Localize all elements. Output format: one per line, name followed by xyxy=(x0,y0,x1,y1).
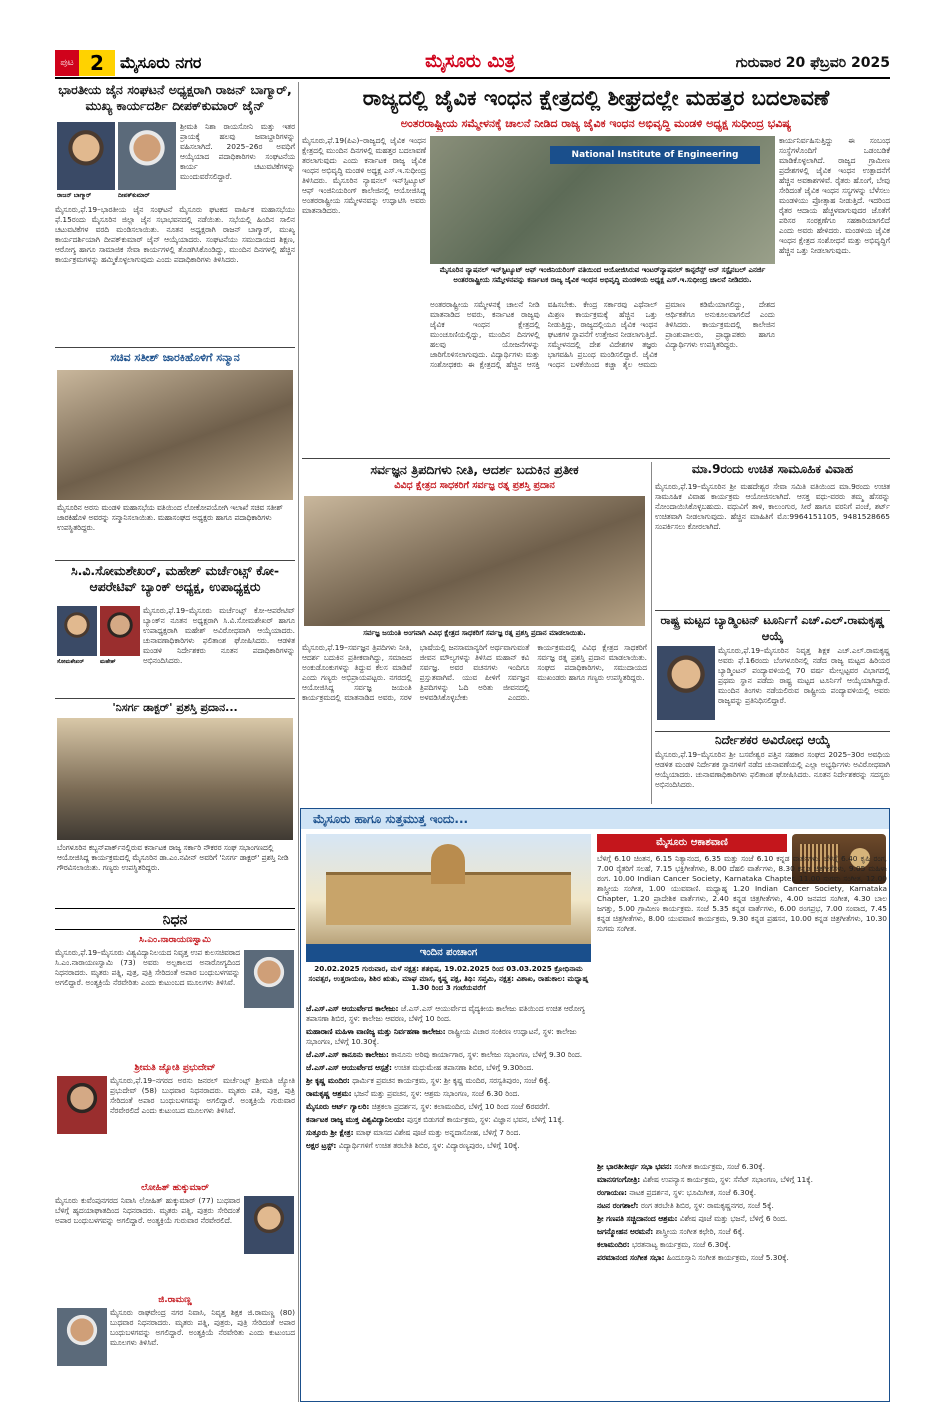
portrait-deepak xyxy=(118,122,176,190)
event-item: ಜೆ.ಎಸ್.ಎಸ್ ಕಾನೂನು ಕಾಲೇಜು: ಕಾನೂನು ಅರಿವು ಕಾರ್ಯಾಗಾರ, ಸ್ಥಳ: ಕಾಲೇಜು ಸಭಾಂಗಣ, ಬೆಳಿಗ್ಗೆ 9.30 ರಿಂದ. xyxy=(306,1050,583,1059)
caption-sarvajna: ಸರ್ವಜ್ಞ ಜಯಂತಿ ಅಂಗವಾಗಿ ವಿವಿಧ ಕ್ಷೇತ್ರದ ಸಾಧಕರಿಗೆ ಸರ್ವಜ್ಞ ರತ್ನ ಪ್ರಶಸ್ತಿ ಪ್ರದಾನ ಮಾಡಲಾಯಿತು. xyxy=(363,629,586,637)
event-item: ಮೈಸೂರು ಆರ್ಟ್ ಗ್ಯಾಲರಿ: ಚಿತ್ರಕಲಾ ಪ್ರದರ್ಶನ, ಸ್ಥಳ: ಕಲಾಮಂದಿರ, ಬೆಳಿಗ್ಗೆ 10 ರಿಂದ ಸಂಜೆ 6ರವರೆಗೆ. xyxy=(306,1102,550,1111)
event-item: ಕಲಾಮಂದಿರ: ಭರತನಾಟ್ಯ ಕಾರ್ಯಕ್ರಮ, ಸಂಜೆ 6.30ಕ್ಕೆ. xyxy=(597,1240,731,1249)
obit-photo-3 xyxy=(244,1196,294,1254)
headline-sarvajna: ಸರ್ವಜ್ಞನ ತ್ರಿಪದಿಗಳು ನೀತಿ, ಆದರ್ಶ ಬದುಕಿನ ಪ್ರತೀಕ xyxy=(370,462,579,477)
headline-mass-marriage: ಮಾ.9ರಂದು ಉಚಿತ ಸಾಮೂಹಿಕ ವಿವಾಹ xyxy=(691,462,854,476)
obit-photo-4 xyxy=(57,1308,107,1366)
obit-name-2: ಶ್ರೀಮತಿ ಜ್ಯೋತಿ ಪ್ರಭುದೇವ್ xyxy=(134,1063,216,1073)
photo-mysore-palace xyxy=(306,834,591,944)
divider xyxy=(55,698,295,699)
lead-photo-caption: ಮೈಸೂರಿನ ನ್ಯಾಷನಲ್ ಇನ್‌ಸ್ಟಿಟ್ಯೂಟ್ ಆಫ್ ಇಂಜಿನಿಯರಿಂಗ್ ವತಿಯಿಂದ ಆಯೋಜಿಸಿರುವ ಇಂಟರ್‌ನ್ಯಾಷನಲ್ ಕಾನ್ಫರೆನ್ಸ್ ಆನ್ ಸಸ್ಟೈನಬಲ್ ಎನರ್ಜಿ ಅಂತರರಾಷ್ಟ್ರೀಯ ಸಮ್ಮೇಳನವನ್ನು ಕರ್ನಾಟಕ ರಾಜ್ಯ ಜೈವಿಕ ಇಂಧನ ಅಭಿವೃದ್ಧಿ ಮಂಡಳಿಯ ಅಧ್ಯಕ್ಷ ಎಸ್.ಇ.ಸುಧೀಂದ್ರ ಚಾಲನೆ ನೀಡಿದರು. xyxy=(439,266,766,284)
portrait-somashekar xyxy=(57,606,97,656)
lead-col1: ಮೈಸೂರು,ಫೆ.19(ಪಿಎ)–ರಾಜ್ಯದಲ್ಲಿ ಜೈವಿಕ ಇಂಧನ ಕ್ಷೇತ್ರದಲ್ಲಿ ಮುಂದಿನ ದಿನಗಳಲ್ಲಿ ಮಹತ್ತರ ಬದಲಾವಣೆ ತರಲಾಗುವುದು ಎಂದು ಕರ್ನಾಟಕ ರಾಜ್ಯ ಜೈವಿಕ ಇಂಧನ ಅಭಿವೃದ್ಧಿ ಮಂಡಳಿ ಅಧ್ಯಕ್ಷ ಎಸ್.ಇ.ಸುಧೀಂದ್ರ ತಿಳಿಸಿದರು. ಮೈಸೂರಿನ ನ್ಯಾಷನಲ್ ಇನ್‌ಸ್ಟಿಟ್ಯೂಟ್ ಆಫ್ ಇಂಜಿನಿಯರಿಂಗ್ ಕಾಲೇಜಿನಲ್ಲಿ ಆಯೋಜಿಸಿದ್ದ ಅಂತರರಾಷ್ಟ್ರೀಯ ಸಮ್ಮೇಳನವನ್ನು ಉದ್ಘಾಟಿಸಿ ಅವರು ಮಾತನಾಡಿದರು. xyxy=(302,136,426,215)
column-rule xyxy=(651,462,652,804)
section-title: ಮೈಸೂರು ನಗರ xyxy=(120,53,202,72)
divider xyxy=(655,731,890,732)
event-item: ರಂಗಾಯಣ: ನಾಟಕ ಪ್ರದರ್ಶನ, ಸ್ಥಳ: ಭೂಮಿಗೀತ, ಸಂಜೆ 6.30ಕ್ಕೆ. xyxy=(597,1188,757,1197)
jain-body: ಮೈಸೂರು,ಫೆ.19–ಭಾರತೀಯ ಜೈನ ಸಂಘಟನೆ ಮೈಸೂರು ಘಟಕದ ವಾರ್ಷಿಕ ಮಹಾಸಭೆಯು ಫೆ.15ರಂದು ಮೈಸೂರಿನ ಜಿಲ್ಲಾ ಜೈನ ಸಭಾಭವನದಲ್ಲಿ ನಡೆಯಿತು. ಸಭೆಯಲ್ಲಿ ಹಿಂದಿನ ಸಾಲಿನ ಚಟುವಟಿಕೆಗಳ ವರದಿ ಮಂಡಿಸಲಾಯಿತು. ನೂತನ ಅಧ್ಯಕ್ಷರಾಗಿ ರಾಜನ್ ಬಾಗ್ಮಾರ್, ಮುಖ್ಯ ಕಾರ್ಯದರ್ಶಿಯಾಗಿ ದೀಪಕ್‌ಕುಮಾರ್ ಜೈನ್ ಆಯ್ಕೆಯಾದರು. ಸಂಘಟನೆಯು ಸಮುದಾಯದ ಶಿಕ್ಷಣ, ಆರೋಗ್ಯ ಹಾಗೂ ಸಾಮಾಜಿಕ ಸೇವಾ ಕಾರ್ಯಗಳಲ್ಲಿ ತೊಡಗಿಸಿಕೊಂಡಿದ್ದು, ಮುಂದಿನ ದಿನಗಳಲ್ಲಿ ಹೆಚ್ಚಿನ ಕಾರ್ಯಕ್ರಮಗಳನ್ನು ಹಮ್ಮಿಕೊಳ್ಳಲಾಗುವುದು ಎಂದು ಪದಾಧಿಕಾರಿಗಳು ತಿಳಿಸಿದರು. xyxy=(55,205,295,264)
portrait-mahesh xyxy=(100,606,140,656)
event-item: ಶ್ರೀ ಗಣಪತಿ ಸಚ್ಚಿದಾನಂದ ಆಶ್ರಮ: ವಿಶೇಷ ಪೂಜೆ ಮತ್ತು ಭಜನೆ, ಬೆಳಿಗ್ಗೆ 6 ರಿಂದ. xyxy=(597,1214,788,1223)
event-item: ಶ್ರೀ ಕೃಷ್ಣ ಮಂದಿರ: ಧಾರ್ಮಿಕ ಪ್ರವಚನ ಕಾರ್ಯಕ್ರಮ, ಸ್ಥಳ: ಶ್ರೀ ಕೃಷ್ಣ ಮಂದಿರ, ಸರಸ್ವತಿಪುರಂ, ಸಂಜೆ 6ಕ್ಕೆ. xyxy=(306,1076,551,1085)
photo-nisarga-award xyxy=(57,718,293,840)
headline-bank-election: ಸಿ.ವಿ.ಸೋಮಶೇಖರ್, ಮಹೇಶ್ ಮರ್ಚೆಂಟ್ಸ್ ಕೋ-ಆಪರೇಟಿವ್ ಬ್ಯಾಂಕ್ ಅಧ್ಯಕ್ಷ, ಉಪಾಧ್ಯಕ್ಷರು xyxy=(70,563,280,594)
event-item: ಶ್ರೀ ಭಾರತೀತೀರ್ಥ ಸಭಾ ಭವನ: ಸಂಗೀತ ಕಾರ್ಯಕ್ರಮ, ಸಂಜೆ 6.30ಕ್ಕೆ. xyxy=(597,1162,765,1171)
headline-minister-felicitation: ಸಚಿವ ಸತೀಶ್ ಜಾರಕಿಹೊಳಿಗೆ ಸನ್ಮಾನ xyxy=(110,351,240,364)
column-rule xyxy=(298,82,299,1402)
palace-dome xyxy=(431,844,465,884)
events-box-title: ಮೈಸೂರು ಹಾಗೂ ಸುತ್ತಮುತ್ತ ಇಂದು... xyxy=(301,809,889,829)
subhead-sarvajna: ವಿವಿಧ ಕ್ಷೇತ್ರದ ಸಾಧಕರಿಗೆ ಸರ್ವಜ್ಞ ರತ್ನ ಪ್ರಶಸ್ತಿ ಪ್ರದಾನ xyxy=(394,480,555,491)
event-item: ಮಹಾರಾಣಿ ಮಹಿಳಾ ವಾಣಿಜ್ಯ ಮತ್ತು ನಿರ್ವಹಣಾ ಕಾಲೇಜು: ರಾಷ್ಟ್ರೀಯ ವಿಚಾರ ಸಂಕಿರಣ ಉದ್ಘಾಟನೆ, ಸ್ಥಳ: ಕಾಲೇಜು ಸಭಾಂಗಣ, ಬೆಳಿಗ್ಗೆ 10.30ಕ್ಕೆ. xyxy=(306,1027,577,1046)
event-item: ಮಾನಸಗಂಗೋತ್ರಿ: ವಿಶೇಷ ಉಪನ್ಯಾಸ ಕಾರ್ಯಕ್ರಮ, ಸ್ಥಳ: ಸೆನೆಟ್ ಸಭಾಂಗಣ, ಬೆಳಿಗ್ಗೆ 11ಕ್ಕೆ. xyxy=(597,1175,813,1184)
obit-text-1: ಮೈಸೂರು,ಫೆ.19–ಮೈಸೂರು ವಿಶ್ವವಿದ್ಯಾನಿಲಯದ ನಿವೃತ್ತ ಉಪ ಕುಲಸಚಿವರಾದ ಸಿ.ಎಂ.ನಾರಾಯಣಸ್ವಾಮಿ (73) ಅವರು ಅಲ್ಪಕಾಲದ ಅನಾರೋಗ್ಯದಿಂದ ನಿಧನರಾದರು. ಮೃತರು ಪತ್ನಿ, ಪುತ್ರ, ಪುತ್ರಿ ಸೇರಿದಂತೆ ಅಪಾರ ಬಂಧುಬಳಗವನ್ನು ಅಗಲಿದ್ದಾರೆ. ಅಂತ್ಯಕ್ರಿಯೆ ನೆರವೇರಿತು ಎಂದು ಕುಟುಂಬದ ಮೂಲಗಳು ತಿಳಿಸಿವೆ. xyxy=(55,948,240,987)
caption-felicitation: ಮೈಸೂರಿನ ಅರಸು ಮಂಡಳಿ ಮಹಾಸಭೆಯ ವತಿಯಿಂದ ಲೋಕೋಪಯೋಗಿ ಇಲಾಖೆ ಸಚಿವ ಸತೀಶ್ ಜಾರಕಿಹೊಳಿ ಅವರನ್ನು ಸನ್ಮಾನಿಸಲಾಯಿತು. ಮಹಾಸಂಘದ ಅಧ್ಯಕ್ಷರು ಹಾಗೂ ಪದಾಧಿಕಾರಿಗಳು ಉಪಸ್ಥಿತರಿದ್ದರು. xyxy=(57,503,283,532)
lead-lower: ಅಂತರರಾಷ್ಟ್ರೀಯ ಸಮ್ಮೇಳನಕ್ಕೆ ಚಾಲನೆ ನೀಡಿ ಮಾತನಾಡಿದ ಅವರು, ಕರ್ನಾಟಕ ರಾಜ್ಯವು ಜೈವಿಕ ಇಂಧನ ಕ್ಷೇತ್ರದಲ್ಲಿ ಮುಂಚೂಣಿಯಲ್ಲಿದ್ದು, ಮುಂದಿನ ದಿನಗಳಲ್ಲಿ ಹಲವು ಯೋಜನೆಗಳನ್ನು ಜಾರಿಗೊಳಿಸಲಾಗುವುದು. ವಿದ್ಯಾರ್ಥಿಗಳು ಮತ್ತು ಸಂಶೋಧಕರು ಈ ಕ್ಷೇತ್ರದಲ್ಲಿ ಹೆಚ್ಚಿನ ಆಸಕ್ತಿ ವಹಿಸಬೇಕು. ಕೇಂದ್ರ ಸರ್ಕಾರವು ಎಥೆನಾಲ್ ಮಿಶ್ರಣ ಕಾರ್ಯಕ್ರಮಕ್ಕೆ ಹೆಚ್ಚಿನ ಒತ್ತು ನೀಡುತ್ತಿದ್ದು, ರಾಜ್ಯದಲ್ಲಿಯೂ ಜೈವಿಕ ಇಂಧನ ಘಟಕಗಳ ಸ್ಥಾಪನೆಗೆ ಉತ್ತೇಜನ ನೀಡಲಾಗುತ್ತಿದೆ. ಸಮ್ಮೇಳನದಲ್ಲಿ ದೇಶ ವಿದೇಶಗಳ ತಜ್ಞರು ಭಾಗವಹಿಸಿ ಪ್ರಬಂಧ ಮಂಡಿಸಲಿದ್ದಾರೆ. ಜೈವಿಕ ಇಂಧನ ಬಳಕೆಯಿಂದ ಕಚ್ಚಾ ತೈಲ ಆಮದು ಪ್ರಮಾಣ ಕಡಿಮೆಯಾಗಲಿದ್ದು, ದೇಶದ ಆರ್ಥಿಕತೆಗೂ ಅನುಕೂಲವಾಗಲಿದೆ ಎಂದು ತಿಳಿಸಿದರು. ಕಾರ್ಯಕ್ರಮದಲ್ಲಿ ಕಾಲೇಜಿನ ಪ್ರಾಂಶುಪಾಲರು, ಪ್ರಾಧ್ಯಾಪಕರು ಹಾಗೂ ವಿದ್ಯಾರ್ಥಿಗಳು ಉಪಸ್ಥಿತರಿದ್ದರು. xyxy=(430,300,775,369)
page-label: ಪುಟ xyxy=(55,50,79,76)
events-list-right xyxy=(597,1162,887,1398)
events-list-left xyxy=(306,1004,591,1398)
portrait-rajan xyxy=(57,122,115,190)
page-number: 2 xyxy=(79,50,115,76)
photo-banner: National Institute of Engineering xyxy=(550,146,760,164)
marriage-body: ಮೈಸೂರು,ಫೆ.19–ಮೈಸೂರಿನ ಶ್ರೀ ಮಹದೇಶ್ವರ ಸೇವಾ ಸಮಿತಿ ವತಿಯಿಂದ ಮಾ.9ರಂದು ಉಚಿತ ಸಾಮೂಹಿಕ ವಿವಾಹ ಕಾರ್ಯಕ್ರಮ ಆಯೋಜಿಸಲಾಗಿದೆ. ಆಸಕ್ತ ವಧು-ವರರು ತಮ್ಮ ಹೆಸರನ್ನು ನೋಂದಾಯಿಸಿಕೊಳ್ಳಬಹುದು. ವಧುವಿಗೆ ತಾಳಿ, ಕಾಲುಂಗುರ, ಸೀರೆ ಹಾಗೂ ವರನಿಗೆ ಪಂಚೆ, ಶರ್ಟ್ ಉಚಿತವಾಗಿ ನೀಡಲಾಗುವುದು. ಹೆಚ್ಚಿನ ಮಾಹಿತಿಗೆ ಮೊ:9964151105, 9481528665 ಸಂಪರ್ಕಿಸಲು ಕೋರಲಾಗಿದೆ. xyxy=(655,482,890,531)
event-item: ಪರಮಾನಂದ ಸಂಗೀತ ಸಭಾ: ಹಿಂದೂಸ್ತಾನಿ ಸಂಗೀತ ಕಾರ್ಯಕ್ರಮ, ಸಂಜೆ 5.30ಕ್ಕೆ. xyxy=(597,1253,789,1262)
headline-jain-org: ಭಾರತೀಯ ಜೈನ ಸಂಘಟನೆ ಅಧ್ಯಕ್ಷರಾಗಿ ರಾಜನ್ ಬಾಗ್ಮಾರ್, ಮುಖ್ಯ ಕಾರ್ಯದರ್ಶಿ ದೀಪಕ್‌ಕುಮಾರ್ ಜೈನ್ xyxy=(58,82,292,113)
obit-name-1: ಸಿ.ಎಂ.ನಾರಾಯಣಸ್ವಾಮಿ xyxy=(139,935,211,945)
lead-photo xyxy=(430,136,775,264)
panchanga-title: ಇಂದಿನ ಪಂಚಾಂಗ xyxy=(306,944,591,962)
caption-somashekar: ಸೋಮಶೇಖರ್ xyxy=(57,659,84,665)
event-item: ಜೆ.ಎಸ್.ಎಸ್ ಆಯುರ್ವೇದ ಆಸ್ಪತ್ರೆ: ಉಚಿತ ಮಧುಮೇಹ ತಪಾಸಣಾ ಶಿಬಿರ, ಬೆಳಿಗ್ಗೆ 9.30ರಿಂದ. xyxy=(306,1063,534,1072)
directors-body: ಮೈಸೂರು,ಫೆ.19–ಮೈಸೂರಿನ ಶ್ರೀ ಬಸವೇಶ್ವರ ಪತ್ತಿನ ಸಹಕಾರ ಸಂಘದ 2025–30ರ ಅವಧಿಯ ಆಡಳಿತ ಮಂಡಳಿ ನಿರ್ದೇಶಕ ಸ್ಥಾನಗಳಿಗೆ ನಡೆದ ಚುನಾವಣೆಯಲ್ಲಿ ಎಲ್ಲಾ ಅಭ್ಯರ್ಥಿಗಳು ಅವಿರೋಧವಾಗಿ ಆಯ್ಕೆಯಾದರು. ಚುನಾವಣಾಧಿಕಾರಿಗಳು ಫಲಿತಾಂಶ ಘೋಷಿಸಿದರು. ನೂತನ ನಿರ್ದೇಶಕರನ್ನು ಸದಸ್ಯರು ಅಭಿನಂದಿಸಿದರು. xyxy=(655,750,890,789)
jain-side-text: ಶ್ರೀಮತಿ ನಿಶಾ ರಾಯಸೋನಿ ಮತ್ತು ಇತರ ಪ್ರಾಯಕ್ಕೆ ಹಲವು ಜವಾಬ್ದಾರಿಗಳನ್ನು ವಹಿಸಲಾಗಿದೆ. 2025–26ರ ಅವಧಿಗೆ ಆಯ್ಕೆಯಾದ ಪದಾಧಿಕಾರಿಗಳು ಸಂಘಟನೆಯ ಕಾರ್ಯ ಚಟುವಟಿಕೆಗಳನ್ನು ಮುಂದುವರೆಸಲಿದ್ದಾರೆ. xyxy=(180,122,295,181)
event-item: ಜೆ.ಎಸ್.ಎಸ್ ಆಯುರ್ವೇದ ಕಾಲೇಜು: ಜೆ.ಎಸ್.ಎಸ್ ಆಯುರ್ವೇದ ವೈದ್ಯಕೀಯ ಕಾಲೇಜು ವತಿಯಿಂದ ಉಚಿತ ಆರೋಗ್ಯ ತಪಾಸಣಾ ಶಿಬಿರ, ಸ್ಥಳ: ಕಾಲೇಜು ಆವರಣ, ಬೆಳಿಗ್ಗೆ 10 ರಿಂದ. xyxy=(306,1004,585,1023)
obit-text-4: ಮೈಸೂರು ರಾಘವೇಂದ್ರ ನಗರ ನಿವಾಸಿ, ನಿವೃತ್ತ ಶಿಕ್ಷಕ ಜಿ.ರಾಮಣ್ಣ (80) ಬುಧವಾರ ನಿಧನರಾದರು. ಮೃತರು ಪತ್ನಿ, ಪುತ್ರರು, ಪುತ್ರಿ ಸೇರಿದಂತೆ ಅಪಾರ ಬಂಧುಬಳಗವನ್ನು ಅಗಲಿದ್ದಾರೆ. ಅಂತ್ಯಕ್ರಿಯೆ ನೆರವೇರಿತು ಎಂದು ಕುಟುಂಬದ ಮೂಲಗಳು ತಿಳಿಸಿವೆ. xyxy=(110,1308,295,1347)
issue-date: ಗುರುವಾರ 20 ಫೆಬ್ರವರಿ 2025 xyxy=(735,55,890,71)
event-item: ನಟನ ರಂಗಶಾಲೆ: ರಂಗ ತರಬೇತಿ ಶಿಬಿರ, ಸ್ಥಳ: ರಾಮಕೃಷ್ಣನಗರ, ಸಂಜೆ 5ಕ್ಕೆ. xyxy=(597,1201,774,1210)
event-item: ಕರ್ನಾಟಕ ರಾಜ್ಯ ಮುಕ್ತ ವಿಶ್ವವಿದ್ಯಾನಿಲಯ: ಪುಸ್ತಕ ಬಿಡುಗಡೆ ಕಾರ್ಯಕ್ರಮ, ಸ್ಥಳ: ವಿಜ್ಞಾನ ಭವನ, ಬೆಳಿಗ್ಗೆ 11ಕ್ಕೆ. xyxy=(306,1115,565,1124)
obit-text-2: ಮೈಸೂರು,ಫೆ.19–ನಗರದ ಅರಸು ಜನರಲ್ ಮರ್ಚೆಂಟ್ಸ್ ಶ್ರೀಮತಿ ಜ್ಯೋತಿ ಪ್ರಭುದೇವ್ (58) ಬುಧವಾರ ನಿಧನರಾದರು. ಮೃತರು ಪತಿ, ಪುತ್ರ, ಪುತ್ರಿ ಸೇರಿದಂತೆ ಅಪಾರ ಬಂಧುಬಳಗವನ್ನು ಅಗಲಿದ್ದಾರೆ. ಅಂತ್ಯಕ್ರಿಯೆ ಗುರುವಾರ ನೆರವೇರಲಿದೆ ಎಂದು ಕುಟುಂಬದ ಮೂಲಗಳು ತಿಳಿಸಿವೆ. xyxy=(110,1076,295,1115)
obituary-title: ನಿಧನ xyxy=(55,908,295,930)
divider xyxy=(55,560,295,561)
event-item: ಜಗನ್ಮೋಹನ ಅರಮನೆ: ಶಾಸ್ತ್ರೀಯ ಸಂಗೀತ ಕಛೇರಿ, ಸಂಜೆ 6ಕ್ಕೆ. xyxy=(597,1227,745,1236)
obit-name-4: ಜಿ.ರಾಮಣ್ಣ xyxy=(158,1295,192,1305)
caption-nisarga-award: ಬೆಂಗಳೂರಿನ ಕಬ್ಬನ್‌ಪಾರ್ಕ್‌ನಲ್ಲಿರುವ ಕರ್ನಾಟಕ ರಾಜ್ಯ ಸರ್ಕಾರಿ ನೌಕರರ ಸಂಘ ಸಭಾಂಗಣದಲ್ಲಿ ಆಯೋಜಿಸಿದ್ದ ಕಾರ್ಯಕ್ರಮದಲ್ಲಿ ಮೈಸೂರಿನ ಡಾ.ಎಂ.ನವೀನ್ ಅವರಿಗೆ 'ನಿಸರ್ಗ ಡಾಕ್ಟರ್' ಪ್ರಶಸ್ತಿ ನೀಡಿ ಗೌರವಿಸಲಾಯಿತು. ಗಣ್ಯರು ಉಪಸ್ಥಿತರಿದ್ದರು. xyxy=(57,843,289,872)
caption-mahesh: ಮಹೇಶ್ xyxy=(100,659,116,665)
obit-text-3: ಮೈಸೂರು ಕುವೆಂಪುನಗರದ ನಿವಾಸಿ ಲೋಹಿತ್ ಹುಕ್ಕುಮಾರ್ (77) ಬುಧವಾರ ಬೆಳಿಗ್ಗೆ ಹೃದಯಾಘಾತದಿಂದ ನಿಧನರಾದರು. ಮೃತರು ಪತ್ನಿ, ಪುತ್ರರು ಸೇರಿದಂತೆ ಅಪಾರ ಬಂಧುಬಳಗವನ್ನು ಅಗಲಿದ್ದಾರೆ. ಅಂತ್ಯಕ್ರಿಯೆ ಗುರುವಾರ ನೆರವೇರಲಿದೆ. xyxy=(55,1196,240,1225)
badminton-body: ಮೈಸೂರು,ಫೆ.19–ಮೈಸೂರಿನ ನಿವೃತ್ತ ಶಿಕ್ಷಕ ಎಚ್.ಎಲ್.ರಾಮಕೃಷ್ಣ ಅವರು ಫೆ.16ರಂದು ಬೆಂಗಳೂರಿನಲ್ಲಿ ನಡೆದ ರಾಜ್ಯ ಮಟ್ಟದ ಹಿರಿಯರ ಬ್ಯಾಡ್ಮಿಂಟನ್ ಪಂದ್ಯಾವಳಿಯಲ್ಲಿ 70 ವರ್ಷ ಮೇಲ್ಪಟ್ಟವರ ವಿಭಾಗದಲ್ಲಿ ಪ್ರಥಮ ಸ್ಥಾನ ಪಡೆದು ರಾಷ್ಟ್ರ ಮಟ್ಟದ ಟೂರ್ನಿಗೆ ಆಯ್ಕೆಯಾಗಿದ್ದಾರೆ. ಮುಂದಿನ ತಿಂಗಳು ನಡೆಯಲಿರುವ ರಾಷ್ಟ್ರೀಯ ಪಂದ್ಯಾವಳಿಯಲ್ಲಿ ಅವರು ರಾಜ್ಯವನ್ನು ಪ್ರತಿನಿಧಿಸಲಿದ್ದಾರೆ. xyxy=(718,646,890,705)
sarvajna-body: ಮೈಸೂರು,ಫೆ.19–ಸರ್ವಜ್ಞನ ತ್ರಿಪದಿಗಳು ನೀತಿ, ಆದರ್ಶ ಬದುಕಿನ ಪ್ರತೀಕವಾಗಿದ್ದು, ಸಮಾಜದ ಅಂಕುಡೊಂಕುಗಳನ್ನು ತಿದ್ದುವ ಕೆಲಸ ಮಾಡಿವೆ ಎಂದು ಗಣ್ಯರು ಅಭಿಪ್ರಾಯಪಟ್ಟರು. ನಗರದಲ್ಲಿ ಆಯೋಜಿಸಿದ್ದ ಸರ್ವಜ್ಞ ಜಯಂತಿ ಕಾರ್ಯಕ್ರಮದಲ್ಲಿ ಮಾತನಾಡಿದ ಅವರು, ಸರಳ ಭಾಷೆಯಲ್ಲಿ ಜನಸಾಮಾನ್ಯರಿಗೆ ಅರ್ಥವಾಗುವಂತೆ ಜೀವನ ಮೌಲ್ಯಗಳನ್ನು ತಿಳಿಸಿದ ಮಹಾನ್ ಕವಿ ಸರ್ವಜ್ಞ. ಅವರ ವಚನಗಳು ಇಂದಿಗೂ ಪ್ರಸ್ತುತವಾಗಿವೆ. ಯುವ ಪೀಳಿಗೆ ಸರ್ವಜ್ಞನ ತ್ರಿಪದಿಗಳನ್ನು ಓದಿ ಅರಿತು ಜೀವನದಲ್ಲಿ ಅಳವಡಿಸಿಕೊಳ್ಳಬೇಕು ಎಂದರು. ಕಾರ್ಯಕ್ರಮದಲ್ಲಿ ವಿವಿಧ ಕ್ಷೇತ್ರದ ಸಾಧಕರಿಗೆ ಸರ್ವಜ್ಞ ರತ್ನ ಪ್ರಶಸ್ತಿ ಪ್ರದಾನ ಮಾಡಲಾಯಿತು. ಸಂಘದ ಪದಾಧಿಕಾರಿಗಳು, ಸಮುದಾಯದ ಮುಖಂಡರು ಹಾಗೂ ಗಣ್ಯರು ಉಪಸ್ಥಿತರಿದ್ದರು. xyxy=(302,643,647,702)
divider xyxy=(55,347,295,348)
event-item: ರಾಮಕೃಷ್ಣ ಆಶ್ರಮ: ಭಜನೆ ಮತ್ತು ಪ್ರವಚನ, ಸ್ಥಳ: ಆಶ್ರಮ ಸಭಾಂಗಣ, ಸಂಜೆ 6.30 ರಿಂದ. xyxy=(306,1089,520,1098)
event-item: ಅಕ್ಷರ ಟ್ರಸ್ಟ್: ವಿದ್ಯಾರ್ಥಿಗಳಿಗೆ ಉಚಿತ ತರಬೇತಿ ಶಿಬಿರ, ಸ್ಥಳ: ವಿದ್ಯಾರಣ್ಯಪುರಂ, ಬೆಳಿಗ್ಗೆ 10ಕ್ಕೆ. xyxy=(306,1141,520,1150)
event-item: ಸುತ್ತೂರು ಶ್ರೀ ಕ್ಷೇತ್ರ: ಮಾಘ ಮಾಸದ ವಿಶೇಷ ಪೂಜೆ ಮತ್ತು ಅನ್ನದಾಸೋಹ, ಬೆಳಿಗ್ಗೆ 7 ರಿಂದ. xyxy=(306,1128,521,1137)
publication-masthead: ಮೈಸೂರು ಮಿತ್ರ xyxy=(425,51,515,72)
lead-headline: ರಾಜ್ಯದಲ್ಲಿ ಜೈವಿಕ ಇಂಧನ ಕ್ಷೇತ್ರದಲ್ಲಿ ಶೀಘ್ರದಲ್ಲೇ ಮಹತ್ತರ ಬದಲಾವಣೆ xyxy=(362,86,830,110)
bank-body: ಮೈಸೂರು,ಫೆ.19–ಮೈಸೂರು ಮರ್ಚೆಂಟ್ಸ್ ಕೋ-ಆಪರೇಟಿವ್ ಬ್ಯಾಂಕ್‌ನ ನೂತನ ಅಧ್ಯಕ್ಷರಾಗಿ ಸಿ.ವಿ.ಸೋಮಶೇಖರ್ ಹಾಗೂ ಉಪಾಧ್ಯಕ್ಷರಾಗಿ ಮಹೇಶ್ ಅವಿರೋಧವಾಗಿ ಆಯ್ಕೆಯಾದರು. ಚುನಾವಣಾಧಿಕಾರಿಗಳು ಫಲಿತಾಂಶ ಘೋಷಿಸಿದರು. ಆಡಳಿತ ಮಂಡಳಿ ನಿರ್ದೇಶಕರು ನೂತನ ಪದಾಧಿಕಾರಿಗಳನ್ನು ಅಭಿನಂದಿಸಿದರು. xyxy=(143,606,295,665)
radio-schedule: ಬೆಳಿಗ್ಗೆ 6.10 ಚಿಂತನ, 6.15 ನಿತ್ಯಾನಂದ, 6.35 ಮತ್ತು ಸಂಜೆ 6.10 ಕನ್ನಡ ವಾರ್ತೆಗಳು. ಬೆಳಿಗ್ಗೆ 6.40 ಕೃಷಿ ರಂಗ, 7.00 ರೈತರಿಗೆ ಸಲಹೆ, 7.15 ಭಕ್ತಿಗೀತೆಗಳು, 8.00 ದೆಹಲಿ ವಾರ್ತೆಗಳು, 8.30 ಕನ್ನಡ ಚಿತ್ರಗೀತೆಗಳು, 9.05 ಮಹಿಳಾ ರಂಗ. 10.00 Indian Cancer Society, Karnataka Chapter. 11.00 ಸುಗಮ ಸಂಗೀತ, 12.00 ಶಾಸ್ತ್ರೀಯ ಸಂಗೀತ, 1.00 ಯುವವಾಣಿ. ಮಧ್ಯಾಹ್ನ 1.20 Indian Cancer Society, Karnataka Chapter, 1.20 ಪ್ರಾದೇಶಿಕ ವಾರ್ತೆಗಳು, 2.40 ಕನ್ನಡ ಚಿತ್ರಗೀತೆಗಳು, 4.00 ಜನಪದ ಸಂಗೀತ, 4.30 ಬಾಲ ಜಗತ್ತು, 5.00 ಗ್ರಾಮೀಣ ಕಾರ್ಯಕ್ರಮ. ಸಂಜೆ 5.35 ಕನ್ನಡ ವಾರ್ತೆಗಳು, 6.00 ರಂಗಪ್ರಭ, 7.00 ಸಂವಾದ, 7.45 ಕನ್ನಡ ಚಿತ್ರಗೀತೆಗಳು, 8.00 ಯುವವಾಣಿ ಕಾರ್ಯಕ್ರಮ, 9.30 ಕನ್ನಡ ಪ್ರಹಸನ, 10.00 ಕನ್ನಡ ಚಿತ್ರಗೀತೆಗಳು, 10.30 ಸುಗಮ ಸಂಗೀತ. xyxy=(597,854,887,933)
lead-subhead: ಅಂತರರಾಷ್ಟ್ರೀಯ ಸಮ್ಮೇಳನಕ್ಕೆ ಚಾಲನೆ ನೀಡಿದ ರಾಜ್ಯ ಜೈವಿಕ ಇಂಧನ ಅಭಿವೃದ್ಧಿ ಮಂಡಳಿ ಅಧ್ಯಕ್ಷ ಸುಧೀಂದ್ರ ಭವಿಷ್ಯ xyxy=(400,117,792,130)
caption-rajan: ರಾಜನ್ ಬಾಗ್ಮಾರ್ xyxy=(57,192,92,199)
caption-deepak: ದೀಪಕ್‌ಕುಮಾರ್ xyxy=(118,192,150,199)
obit-photo-1 xyxy=(244,950,294,1008)
photo-sarvajna xyxy=(304,496,645,626)
headline-badminton: ರಾಷ್ಟ್ರ ಮಟ್ಟದ ಬ್ಯಾಡ್ಮಿಂಟನ್ ಟೂರ್ನಿಗೆ ಎಚ್.ಎಲ್.ರಾಮಕೃಷ್ಣ ಆಯ್ಕೆ xyxy=(660,613,885,643)
photo-felicitation xyxy=(57,370,293,500)
headline-directors: ನಿರ್ದೇಶಕರ ಅವಿರೋಧ ಆಯ್ಕೆ xyxy=(715,733,830,747)
portrait-ramakrishna xyxy=(657,646,715,720)
obit-photo-2 xyxy=(57,1076,107,1134)
divider xyxy=(302,458,890,459)
divider xyxy=(655,610,890,611)
lead-col-right: ಕಾರ್ಯನಿರ್ವಹಿಸುತ್ತಿದ್ದು ಈ ಸಂಬಂಧ ಸಂಸ್ಥೆಗಳೊಂದಿಗೆ ಒಡಂಬಡಿಕೆ ಮಾಡಿಕೊಳ್ಳಲಾಗಿದೆ. ರಾಜ್ಯದ ಗ್ರಾಮೀಣ ಪ್ರದೇಶಗಳಲ್ಲಿ ಜೈವಿಕ ಇಂಧನ ಉತ್ಪಾದನೆಗೆ ಹೆಚ್ಚಿನ ಅವಕಾಶಗಳಿವೆ. ರೈತರು ಹೊಂಗೆ, ಬೇವು ಸೇರಿದಂತೆ ಜೈವಿಕ ಇಂಧನ ಸಸ್ಯಗಳನ್ನು ಬೆಳೆಸಲು ಮಂಡಳಿಯು ಪ್ರೋತ್ಸಾಹ ನೀಡುತ್ತಿದೆ. ಇದರಿಂದ ರೈತರ ಆದಾಯ ಹೆಚ್ಚಳವಾಗುವುದರ ಜೊತೆಗೆ ಪರಿಸರ ಸಂರಕ್ಷಣೆಗೂ ಸಹಕಾರಿಯಾಗಲಿದೆ ಎಂದು ಅವರು ಹೇಳಿದರು. ಮಂಡಳಿಯ ಜೈವಿಕ ಇಂಧನ ಕ್ಷೇತ್ರದ ಸಂಶೋಧನೆ ಮತ್ತು ಅಭಿವೃದ್ಧಿಗೆ ಹೆಚ್ಚಿನ ಒತ್ತು ನೀಡಲಾಗುವುದು. xyxy=(779,136,890,255)
panchanga-text: 20.02.2025 ಗುರುವಾರ, ಮಳೆ ನಕ್ಷತ್ರ: ಶತಭಿಷ, 19.02.2025 ರಿಂದ 03.03.2025 ಕ್ರೋಧಿನಾಮ ಸಂವತ್ಸರ, ಉತ್ತರಾಯಣ, ಶಿಶಿರ ಋತು, ಮಾಘ ಮಾಸ, ಕೃಷ್ಣ ಪಕ್ಷ, ತಿಥಿ: ಸಪ್ತಮಿ, ನಕ್ಷತ್ರ: ವಿಶಾಖ, ರಾಹುಕಾಲ: ಮಧ್ಯಾಹ್ನ 1.30 ರಿಂದ 3 ಗಂಟೆಯವರೆಗೆ xyxy=(308,964,589,992)
header-rule xyxy=(55,77,890,79)
radio-title: ಮೈಸೂರು ಆಕಾಶವಾಣಿ xyxy=(597,834,787,852)
headline-nisarga-award: 'ನಿಸರ್ಗ ಡಾಕ್ಟರ್' ಪ್ರಶಸ್ತಿ ಪ್ರದಾನ... xyxy=(112,701,238,714)
obit-name-3: ಲೋಹಿತ್ ಹುಕ್ಕುಮಾರ್ xyxy=(141,1183,209,1193)
